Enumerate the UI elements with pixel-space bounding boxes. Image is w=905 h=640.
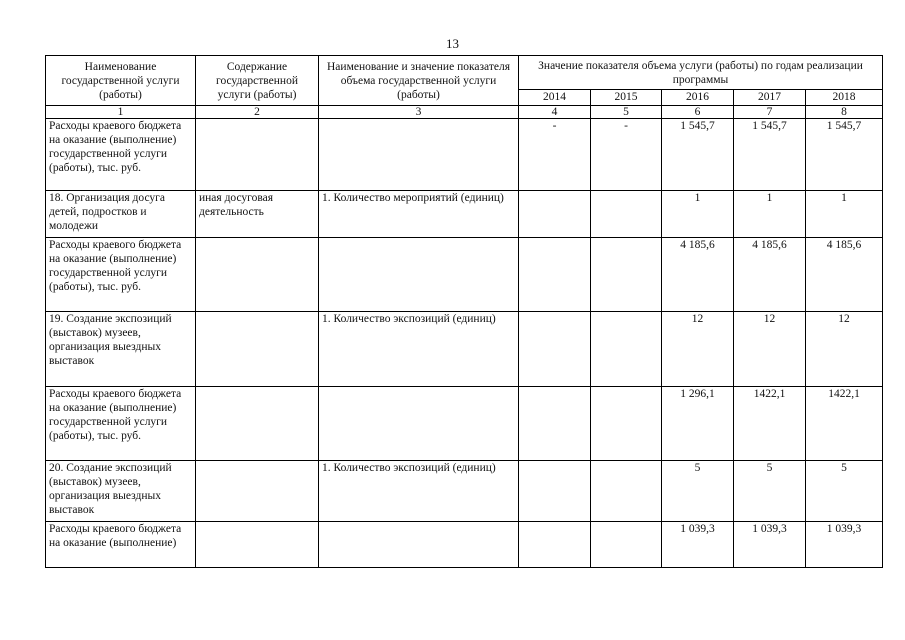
value-2015-cell <box>591 522 662 568</box>
service-content-cell <box>196 522 319 568</box>
service-name-cell: 20. Создание экспозиций (выставок) музеев, организация выездных выставок <box>46 461 196 522</box>
value-2017-cell: 1422,1 <box>734 387 806 461</box>
value-2015-cell <box>591 191 662 238</box>
table-row <box>46 312 883 387</box>
value-2016-cell: 12 <box>662 312 734 387</box>
table-row <box>46 461 883 522</box>
value-2018-cell: 12 <box>806 312 883 387</box>
value-2016-cell: 1 <box>662 191 734 238</box>
indicator-cell <box>319 238 519 312</box>
value-2015-cell <box>591 238 662 312</box>
value-2015-cell <box>591 461 662 522</box>
service-name-cell: 18. Организация досуга детей, подростков и молодежи <box>46 191 196 238</box>
column-number: 8 <box>806 106 883 119</box>
value-2016-cell: 1 545,7 <box>662 119 734 191</box>
header-indicator: Наименование и значение показателя объема государственной услуги (работы) <box>319 56 519 106</box>
column-number: 3 <box>319 106 519 119</box>
page-number: 13 <box>446 36 459 51</box>
header-values-by-year: Значение показателя объема услуги (работы) по годам реализации программы <box>519 56 883 90</box>
column-number: 2 <box>196 106 319 119</box>
value-2017-cell: 12 <box>734 312 806 387</box>
service-content-cell <box>196 238 319 312</box>
value-2014-cell <box>519 238 591 312</box>
value-2016-cell: 1 296,1 <box>662 387 734 461</box>
value-2014-cell <box>519 191 591 238</box>
service-content-cell <box>196 461 319 522</box>
service-name-cell: Расходы краевого бюджета на оказание (выполнение) государственной услуги (работы), тыс. руб. <box>46 238 196 312</box>
service-name-cell: Расходы краевого бюджета на оказание (выполнение) <box>46 522 196 568</box>
value-2016-cell: 4 185,6 <box>662 238 734 312</box>
header-year-2017: 2017 <box>734 90 806 106</box>
table-row <box>46 387 883 461</box>
value-2017-cell: 1 <box>734 191 806 238</box>
table-row <box>46 119 883 191</box>
value-2015-cell <box>591 312 662 387</box>
value-2018-cell: 1 <box>806 191 883 238</box>
indicator-cell: 1. Количество мероприятий (единиц) <box>319 191 519 238</box>
value-2015-cell <box>591 387 662 461</box>
header-year-2015: 2015 <box>591 90 662 106</box>
value-2018-cell: 1 039,3 <box>806 522 883 568</box>
value-2016-cell: 5 <box>662 461 734 522</box>
indicator-cell <box>319 119 519 191</box>
service-name-cell: Расходы краевого бюджета на оказание (выполнение) государственной услуги (работы), тыс. руб. <box>46 119 196 191</box>
column-number: 5 <box>591 106 662 119</box>
value-2018-cell: 1422,1 <box>806 387 883 461</box>
column-number: 4 <box>519 106 591 119</box>
value-2014-cell <box>519 461 591 522</box>
value-2014-cell: - <box>519 119 591 191</box>
header-year-2014: 2014 <box>519 90 591 106</box>
indicator-cell: 1. Количество экспозиций (единиц) <box>319 461 519 522</box>
service-content-cell <box>196 312 319 387</box>
value-2017-cell: 5 <box>734 461 806 522</box>
value-2017-cell: 4 185,6 <box>734 238 806 312</box>
service-content-cell: иная досуговая деятельность <box>196 191 319 238</box>
header-service-content: Содержание государственной услуги (работы) <box>196 56 319 106</box>
header-service-name: Наименование государственной услуги (работы) <box>46 56 196 106</box>
table-row <box>46 191 883 238</box>
indicator-cell: 1. Количество экспозиций (единиц) <box>319 312 519 387</box>
value-2014-cell <box>519 387 591 461</box>
indicator-cell <box>319 522 519 568</box>
value-2018-cell: 5 <box>806 461 883 522</box>
service-content-cell <box>196 387 319 461</box>
service-name-cell: 19. Создание экспозиций (выставок) музеев, организация выездных выставок <box>46 312 196 387</box>
service-name-cell: Расходы краевого бюджета на оказание (выполнение) государственной услуги (работы), тыс. руб. <box>46 387 196 461</box>
value-2018-cell: 1 545,7 <box>806 119 883 191</box>
value-2016-cell: 1 039,3 <box>662 522 734 568</box>
value-2017-cell: 1 545,7 <box>734 119 806 191</box>
value-2015-cell: - <box>591 119 662 191</box>
column-number: 7 <box>734 106 806 119</box>
column-number: 6 <box>662 106 734 119</box>
header-year-2018: 2018 <box>806 90 883 106</box>
column-number: 1 <box>46 106 196 119</box>
service-content-cell <box>196 119 319 191</box>
value-2014-cell <box>519 312 591 387</box>
indicator-cell <box>319 387 519 461</box>
services-table <box>45 55 883 568</box>
value-2018-cell: 4 185,6 <box>806 238 883 312</box>
value-2017-cell: 1 039,3 <box>734 522 806 568</box>
table-row <box>46 238 883 312</box>
header-year-2016: 2016 <box>662 90 734 106</box>
value-2014-cell <box>519 522 591 568</box>
table-row <box>46 522 883 568</box>
